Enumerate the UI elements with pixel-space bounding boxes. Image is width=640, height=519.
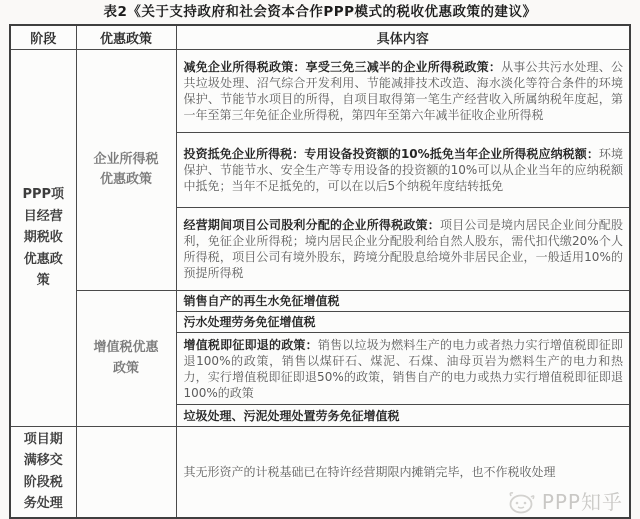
table-row bbox=[10, 50, 630, 133]
detail-vat-refund bbox=[176, 333, 630, 405]
detail-lead-text: 减免企业所得税政策：享受三免三减半的企业所得税政策： bbox=[183, 60, 502, 74]
header-stage: 阶段 bbox=[10, 25, 76, 50]
table-row bbox=[10, 427, 630, 518]
detail-lead-text: 经营期间项目公司股利分配的企业所得税政策： bbox=[183, 218, 440, 232]
detail-lead-text: 增值税即征即退的政策： bbox=[183, 337, 318, 352]
policy-vat-cell: 增值税优惠政策 bbox=[76, 291, 176, 427]
detail-garbage-sludge bbox=[176, 405, 630, 427]
header-detail: 具体内容 bbox=[176, 25, 630, 50]
detail-body-text: 从事公共污水处理、公共垃圾处理、沼气综合开发利用、节能减排技术改造、海水淡化等符合条件的环境保护、节能节水项目的所得，自项目取得第一笔生产经营收入所属纳税年度起，第一年至第三年免征企业所得税，第四年至第六年减半征收企业所得税 bbox=[183, 60, 623, 122]
stage-operating-period-cell: PPP项目经营期税收优惠政策 bbox=[10, 50, 76, 427]
watermark bbox=[507, 490, 623, 514]
watermark-label: PPP知乎 bbox=[541, 489, 623, 514]
policy-empty-cell bbox=[76, 427, 176, 518]
detail-body-text: 销售以垃圾为燃料生产的电力或者热力实行增值税即征即退100%的政策，销售以煤矸石、煤泥、石煤、油母页岩为燃料生产的电力和热力，实行增值税即征即退50%的政策，销售自产的电力或热力实行增值税即征即退100%的政策 bbox=[183, 337, 623, 400]
detail-lead-text: 污水处理劳务免征增值税 bbox=[183, 315, 316, 329]
header-row bbox=[10, 25, 630, 50]
table-row bbox=[10, 291, 630, 312]
face-logo-icon bbox=[507, 490, 537, 514]
ppp-tax-policy-table bbox=[9, 24, 631, 519]
detail-dividend-policy bbox=[176, 208, 630, 291]
detail-lead-text: 投资抵免企业所得税：专用设备投资额的10%抵免当年企业所得税应纳税额： bbox=[183, 147, 599, 161]
detail-body-text: 项目公司是境内居民企业间分配股利，免征企业所得税；境内居民企业分配股利给自然人股东，需代扣代缴20%个人所得税，项目公司有境外股东，跨境分配股息给境外非居民企业，一般适用10%的预提所得税 bbox=[183, 218, 623, 280]
detail-intangible-asset bbox=[176, 427, 630, 518]
stage-transfer-period-cell: 项目期满移交阶段税务处理 bbox=[10, 427, 76, 518]
table-title: 表2《关于支持政府和社会资本合作PPP模式的税收优惠政策的建议》 bbox=[103, 4, 537, 20]
detail-lead-text: 垃圾处理、污泥处理处置劳务免征增值税 bbox=[183, 408, 400, 423]
detail-body-text: 其无形资产的计税基础已在特许经营期限内摊销完毕，也不作税收处理 bbox=[183, 464, 556, 479]
detail-body-text: 环境保护、节能节水、安全生产等专用设备的投资额的10%可以从企业当年的应纳税额中抵免；当年不足抵免的，可以在以后5个纳税年度结转抵免 bbox=[183, 147, 623, 193]
detail-reclaimed-water bbox=[176, 291, 630, 312]
policy-income-tax-cell: 企业所得税优惠政策 bbox=[76, 50, 176, 291]
detail-lead-text: 销售自产的再生水免征增值税 bbox=[183, 294, 340, 308]
detail-investment-credit bbox=[176, 133, 630, 208]
detail-income-tax-exemption bbox=[176, 50, 630, 133]
detail-sewage-service bbox=[176, 312, 630, 333]
header-policy: 优惠政策 bbox=[76, 25, 176, 50]
